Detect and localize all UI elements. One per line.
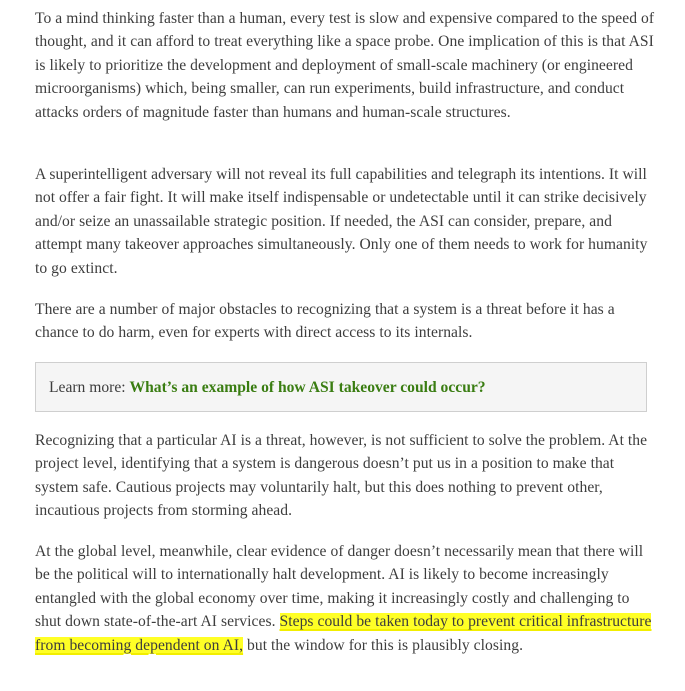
paragraph-global-text-end: but the window for this is plausibly closing. xyxy=(243,636,524,654)
paragraph-project-level: Recognizing that a particular AI is a threat, however, is not sufficient to solve the problem. At the project level, identifying that a system is dangerous doesn’t put us in a position to make that system safe. Cautious projects may voluntarily halt, but this does nothing to prevent other, incautious projects from storming ahead. xyxy=(35,432,648,520)
learn-more-callout xyxy=(35,362,647,412)
paragraph-global-level xyxy=(35,540,655,657)
paragraph-global-text-start: At the global level, meanwhile, clear evidence of danger doesn’t necessarily mean that there will be the political will to internationally halt development. AI is likely to become increasingly entangled with the global economy over time, making it increasingly costly and challenging to shut down state-of-the-art AI services. xyxy=(35,543,644,631)
paragraph-obstacles: There are a number of major obstacles to recognizing that a system is a threat before it has a chance to do harm, even for experts with direct access to its internals. xyxy=(35,301,615,342)
paragraph-adversary: A superintelligent adversary will not reveal its full capabilities and telegraph its intentions. It will not offer a fair fight. It will make itself indispensable or undetectable until it can strike decisively and/or seize an unassailable strategic position. If needed, the ASI can consider, prepare, and attempt many takeover approaches simultaneously. Only one of them needs to work for humanity to go extinct. xyxy=(35,166,648,277)
paragraph-space-probe: To a mind thinking faster than a human, every test is slow and expensive compared to the speed of thought, and it can afford to treat everything like a space probe. One implication of this is that ASI is likely to prioritize the development and deployment of small-scale machinery (or engineered microorganisms) which, being smaller, can run experiments, build infrastructure, and conduct attacks orders of magnitude faster than humans and human-scale structures. xyxy=(35,10,655,121)
learn-more-prefix: Learn more: xyxy=(49,379,130,396)
learn-more-link[interactable]: What’s an example of how ASI takeover could occur? xyxy=(129,379,486,396)
highlighted-text: Steps could be taken today to prevent critical infrastructure from becoming dependent on AI, xyxy=(35,613,652,654)
